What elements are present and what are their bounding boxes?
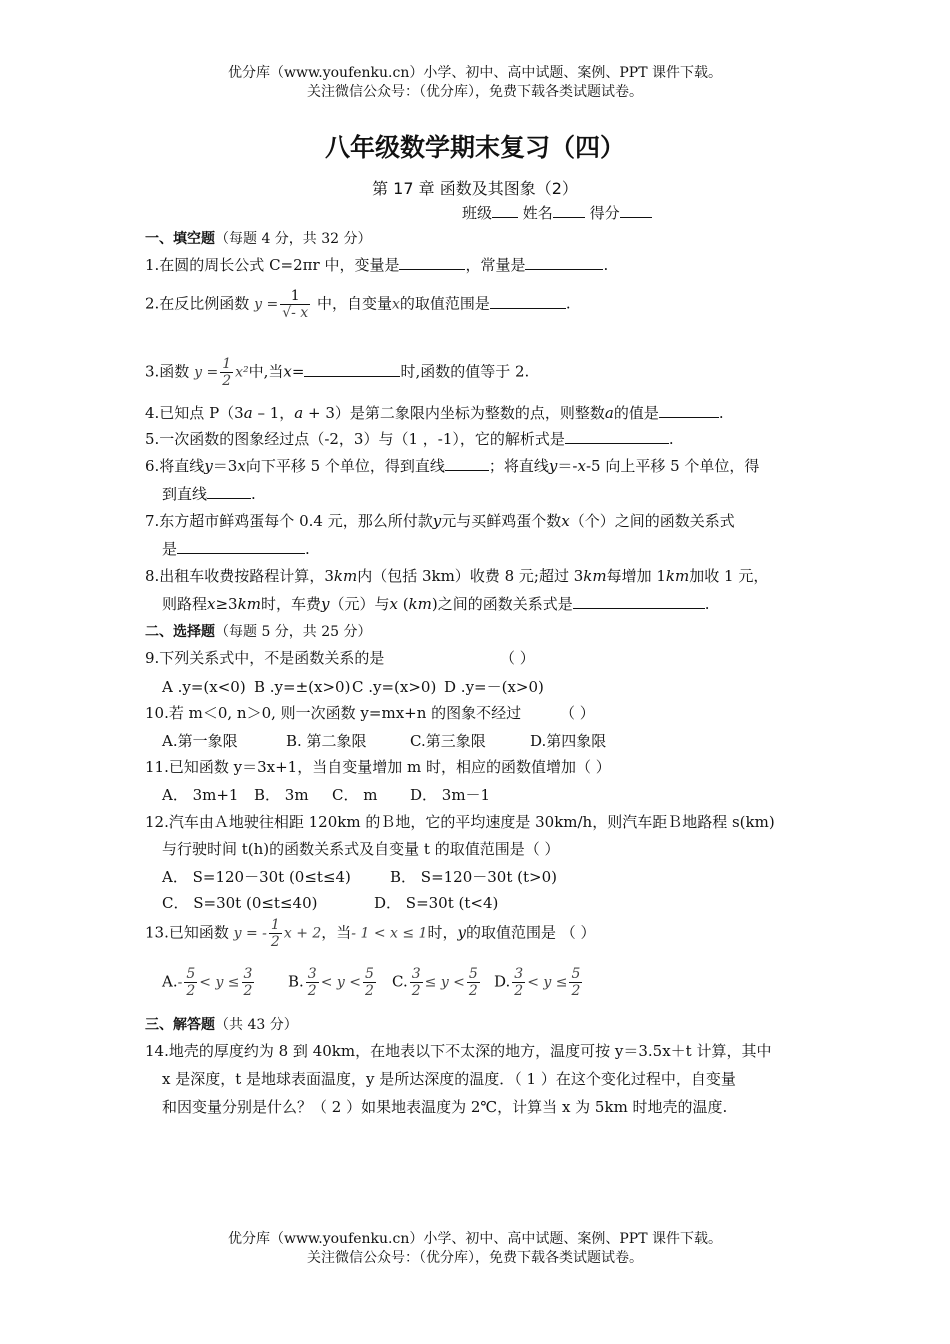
q12-options-row-2	[162, 892, 498, 913]
section-2-heading	[145, 621, 372, 641]
q8-var-x-1: x	[207, 595, 216, 613]
q11-option-a[interactable]: A． 3m+1	[162, 786, 239, 804]
q9-option-a[interactable]: A .y=(x<0)	[162, 678, 246, 696]
question-7-cont	[162, 538, 310, 559]
q13-fraction	[269, 917, 282, 950]
q4-text-e: .	[718, 404, 724, 422]
q12-options-row-1	[162, 866, 557, 887]
header-line-1: 优分库（www.youfenku.cn）小学、初中、高中试题、案例、PPT 课件下载。	[227, 65, 722, 81]
q13-d-den-2: 2	[571, 983, 581, 999]
q1-text-a: 1.在圆的周长公式 C=2πr 中，变量是	[145, 256, 400, 274]
score-label: 得分	[589, 204, 620, 222]
question-8-cont	[162, 593, 710, 614]
q6-text-e: ＝-	[557, 457, 578, 475]
q5-text-a: 5.一次函数的图象经过点（-2，3）与（1 ，-1），它的解析式是	[145, 430, 565, 448]
q6-var-y-2: y	[548, 457, 558, 475]
q7-text-e: .	[305, 540, 310, 558]
q8-text-d: 加收 1 元，	[689, 567, 769, 585]
section-1-note: （每题 4 分，共 32 分）	[215, 231, 372, 247]
q13-c-den-1: 2	[411, 983, 421, 999]
q4-text-b: – 1，	[252, 404, 295, 422]
q7-blank[interactable]	[177, 539, 305, 554]
q1-blank-2[interactable]	[525, 255, 603, 270]
class-label: 班级	[462, 204, 493, 222]
q4-text-a: 4.已知点 P（3	[145, 404, 244, 422]
question-5	[145, 428, 674, 449]
q8-unit-km-3: km	[665, 567, 690, 585]
section-3-heading	[145, 1014, 298, 1034]
q3-blank[interactable]	[304, 362, 400, 377]
q13-d-num-2: 5	[571, 966, 581, 982]
q3-denominator: 2	[222, 373, 232, 389]
header-line-2: 关注微信公众号：（优分库），免费下载各类试题试卷。	[307, 84, 643, 100]
question-9	[145, 647, 384, 668]
q8-text-c: 每增加 1	[606, 567, 666, 585]
q8-text-k: .	[704, 595, 710, 613]
q13-func-rhs: x + 2	[283, 925, 322, 942]
q8-unit-km-5: km	[408, 595, 432, 613]
q8-var-x-2: x	[389, 595, 398, 613]
q2-blank[interactable]	[490, 294, 566, 309]
section-3-note: （共 43 分）	[215, 1017, 298, 1033]
q1-text-c: .	[603, 256, 609, 274]
q13-var-y: y	[457, 923, 466, 942]
q12-line-2: 与行驶时间 t(h)的函数关系式及自变量 t 的取值范围是（ ）	[162, 840, 560, 858]
q2-fraction	[280, 288, 310, 321]
q4-var-a-1: a	[243, 404, 253, 422]
q2-text-d: .	[565, 294, 571, 313]
q13-a-num-1: 5	[186, 966, 196, 982]
q13-d-den-1: 2	[514, 983, 524, 999]
question-2	[145, 288, 571, 321]
q8-unit-km-4: km	[237, 595, 261, 613]
q6-text-h: .	[251, 485, 256, 503]
page-header	[0, 64, 950, 102]
q8-text-h: （元）与	[329, 595, 390, 613]
q13-option-c-label: C.	[392, 972, 408, 991]
q13-d-num-1: 3	[514, 966, 524, 982]
q2-math-x: x	[391, 296, 400, 313]
q3-numerator: 1	[222, 356, 232, 372]
q12-line-1: 12.汽车由Ａ地驶往相距 120km 的Ｂ地，它的平均速度是 30km/h，则汽车距Ｂ地路程 s(km)	[145, 813, 775, 831]
q3-fraction	[220, 356, 233, 389]
q9-option-d[interactable]: D .y=－(x>0)	[444, 678, 544, 696]
q13-a-den-1: 2	[186, 983, 196, 999]
q13-option-a[interactable]: A.- $\frac{5}{2}$ < y ≤ $\frac{3}{2}$	[162, 966, 253, 999]
q3-math-x2: x²	[235, 364, 249, 381]
q10-text: 10.若 m＜0, n＞0, 则一次函数 y=mx+n 的图象不经过	[145, 704, 522, 722]
q13-b-num-2: 5	[365, 966, 374, 982]
q10-option-a[interactable]: A.第一象限	[162, 732, 238, 750]
q8-unit-km-2: km	[583, 567, 607, 585]
q8-text-f: ≥3	[215, 595, 238, 613]
question-13	[145, 917, 596, 950]
q5-text-b: .	[668, 430, 674, 448]
q8-text-j: )之间的函数关系式是	[431, 595, 573, 613]
q13-denominator: 2	[270, 934, 280, 950]
q9-answer-paren[interactable]: （ ）	[500, 649, 535, 667]
q6-text-a: 6.将直线	[145, 457, 205, 475]
q2-text-a: 2.在反比例函数	[145, 294, 250, 313]
q7-text-a: 7.东方超市鲜鸡蛋每个 0.4 元，那么所付款	[145, 512, 433, 530]
q11-option-b[interactable]: B． 3m	[254, 786, 309, 804]
q1-text-b: ，常量是	[465, 256, 526, 274]
q8-text-i: (	[397, 595, 409, 613]
q13-a-den-2: 2	[243, 983, 253, 999]
question-10	[145, 702, 521, 723]
q13-condition: - 1 < x ≤ 1	[351, 925, 428, 942]
footer-line-2: 关注微信公众号：（优分库），免费下载各类试题试卷。	[307, 1250, 643, 1266]
q13-numerator: 1	[270, 917, 280, 933]
q8-text-g: 时，车费	[260, 595, 321, 613]
q4-blank[interactable]	[659, 403, 719, 418]
q2-numerator: 1	[290, 288, 300, 304]
q9-text: 9.下列关系式中，不是函数关系的是	[145, 649, 385, 667]
q6-blank-1[interactable]	[445, 456, 489, 471]
q2-text-c: 的取值范围是	[399, 294, 490, 313]
question-14-line-3: 和因变量分别是什么？（ 2 ）如果地表温度为 2℃，计算当 x 为 5km 时地壳的温度.	[162, 1098, 728, 1116]
q6-text-c: 向下平移 5 个单位，得到直线	[245, 457, 445, 475]
question-14-line-2: x 是深度，t 是地球表面温度，y 是所达深度的温度．（ 1 ）在这个变化过程中，自变量	[162, 1070, 736, 1088]
question-6-cont	[162, 483, 256, 504]
student-info	[462, 202, 652, 223]
q10-option-c[interactable]: C.第三象限	[410, 732, 486, 750]
footer-line-1: 优分库（www.youfenku.cn）小学、初中、高中试题、案例、PPT 课件下载。	[227, 1231, 722, 1247]
q6-var-x-1: x	[237, 457, 246, 475]
q13-func-lhs: y = -	[233, 925, 267, 942]
q2-denominator: √- x	[282, 305, 309, 321]
q4-text-d: 的值是	[613, 404, 659, 422]
name-field[interactable]	[553, 203, 585, 218]
q13-b-den-1: 2	[307, 983, 317, 999]
q12-option-d[interactable]: D． S=30t (t<4)	[374, 894, 499, 912]
question-7	[145, 510, 735, 531]
q13-option-d-label: D.	[494, 972, 511, 991]
q11-option-c[interactable]: C． m	[332, 786, 378, 804]
q7-text-b: 元与买鲜鸡蛋个数	[441, 512, 562, 530]
q3-text-d: 时,函数的值等于 2.	[400, 362, 530, 381]
q8-var-y: y	[320, 595, 330, 613]
q13-option-b-label: B.	[288, 972, 304, 991]
q13-text-c: 时，	[427, 923, 458, 942]
question-4	[145, 402, 724, 423]
q3-math-y: y =	[194, 364, 219, 381]
q3-text-b: 中,当	[248, 362, 284, 381]
question-1	[145, 254, 608, 275]
q13-b-num-1: 3	[307, 966, 317, 982]
question-3	[145, 356, 529, 389]
q13-a-num-2: 3	[243, 966, 253, 982]
q8-blank[interactable]	[573, 594, 705, 609]
q8-unit-km-1: km	[333, 567, 358, 585]
q13-options	[162, 966, 584, 999]
question-12-cont	[162, 838, 560, 859]
question-14-line-1: 14.地壳的厚度约为 8 到 40km，在地表以下不太深的地方，温度可按 y＝3.5x＋t 计算，其中	[145, 1042, 772, 1060]
section-2-note: （每题 5 分，共 25 分）	[215, 624, 372, 640]
q3-text-c: =	[291, 362, 305, 381]
q9-option-c[interactable]: C .y=(x>0)	[352, 678, 437, 696]
q4-text-c: + 3）是第二象限内坐标为整数的点，则整数	[303, 404, 605, 422]
q13-b-den-2: 2	[365, 983, 374, 999]
q13-text-a: 13.已知函数	[145, 923, 229, 942]
q11-options	[162, 784, 490, 805]
q8-text-e: 则路程	[162, 595, 208, 613]
q8-text-b: 内（包括 3km）收费 8 元;超过 3	[357, 567, 584, 585]
q3-var-x: x	[283, 362, 292, 381]
q13-text-b: ，当	[321, 923, 352, 942]
q7-text-c: （个）之间的函数关系式	[569, 512, 735, 530]
q7-var-y: y	[432, 512, 442, 530]
q2-math-y: y =	[254, 296, 279, 313]
class-field[interactable]	[492, 203, 518, 218]
q7-var-x: x	[561, 512, 570, 530]
page-subtitle: 第 17 章 函数及其图象（2）	[372, 179, 578, 198]
q4-var-a-2: a	[294, 404, 304, 422]
q10-option-d[interactable]: D.第四象限	[530, 732, 607, 750]
q1-blank-1[interactable]	[399, 255, 465, 270]
section-1-heading	[145, 228, 372, 248]
q3-text-a: 3.函数	[145, 362, 190, 381]
q12-option-c[interactable]: C． S=30t (0≤t≤40)	[162, 894, 318, 912]
q13-option-b[interactable]: B. $\frac{3}{2}$ < y < $\frac{5}{2}$	[288, 966, 374, 999]
q4-var-a-3: a	[604, 404, 614, 422]
q11-option-d[interactable]: D． 3m－1	[410, 786, 491, 804]
q6-text-d: ；将直线	[488, 457, 549, 475]
q13-text-d: 的取值范围是 （ ）	[465, 923, 596, 942]
q10-options	[162, 730, 606, 751]
q6-var-y-1: y	[204, 457, 213, 475]
q6-var-x-2: x	[577, 457, 586, 475]
section-2-title: 二、选择题	[145, 624, 215, 640]
q8-text-a: 8.出租车收费按路程计算，3	[145, 567, 334, 585]
q6-blank-2[interactable]	[207, 484, 251, 499]
question-12	[145, 811, 775, 832]
q9-option-b[interactable]: B .y=±(x>0)	[254, 678, 351, 696]
q5-blank[interactable]	[565, 429, 669, 444]
q13-c-num-2: 5	[468, 966, 478, 982]
q9-options	[162, 676, 544, 697]
q13-option-a-label: A.	[162, 972, 178, 991]
page-footer	[0, 1230, 950, 1268]
question-6	[145, 455, 759, 476]
q7-text-d: 是	[162, 540, 178, 558]
name-label: 姓名	[522, 204, 553, 222]
question-8	[145, 565, 768, 586]
q2-text-b: 中，自变量	[316, 294, 392, 313]
question-11	[145, 756, 611, 777]
q13-option-c[interactable]: C. $\frac{3}{2}$ ≤ y < $\frac{5}{2}$	[392, 966, 478, 999]
score-field[interactable]	[620, 203, 652, 218]
q13-option-d[interactable]: D. $\frac{3}{2}$ < y ≤ $\frac{5}{2}$	[494, 966, 581, 999]
q12-option-a[interactable]: A． S=120－30t (0≤t≤4)	[162, 868, 351, 886]
q6-text-g: 到直线	[162, 485, 208, 503]
q12-option-b[interactable]: B． S=120－30t (t>0)	[390, 868, 557, 886]
section-1-title: 一、填空题	[145, 231, 215, 247]
section-3-title: 三、解答题	[145, 1017, 215, 1033]
q6-text-f: -5 向上平移 5 个单位，得	[585, 457, 760, 475]
q11-text: 11.已知函数 y＝3x+1，当自变量增加 m 时，相应的函数值增加（ ）	[145, 758, 611, 776]
page-title: 八年级数学期末复习（四）	[324, 133, 625, 162]
q10-option-b[interactable]: B. 第二象限	[286, 732, 367, 750]
q13-c-den-2: 2	[468, 983, 478, 999]
q10-answer-paren[interactable]: （ ）	[560, 704, 595, 722]
q13-c-num-1: 3	[411, 966, 421, 982]
q6-text-b: ＝3	[212, 457, 238, 475]
